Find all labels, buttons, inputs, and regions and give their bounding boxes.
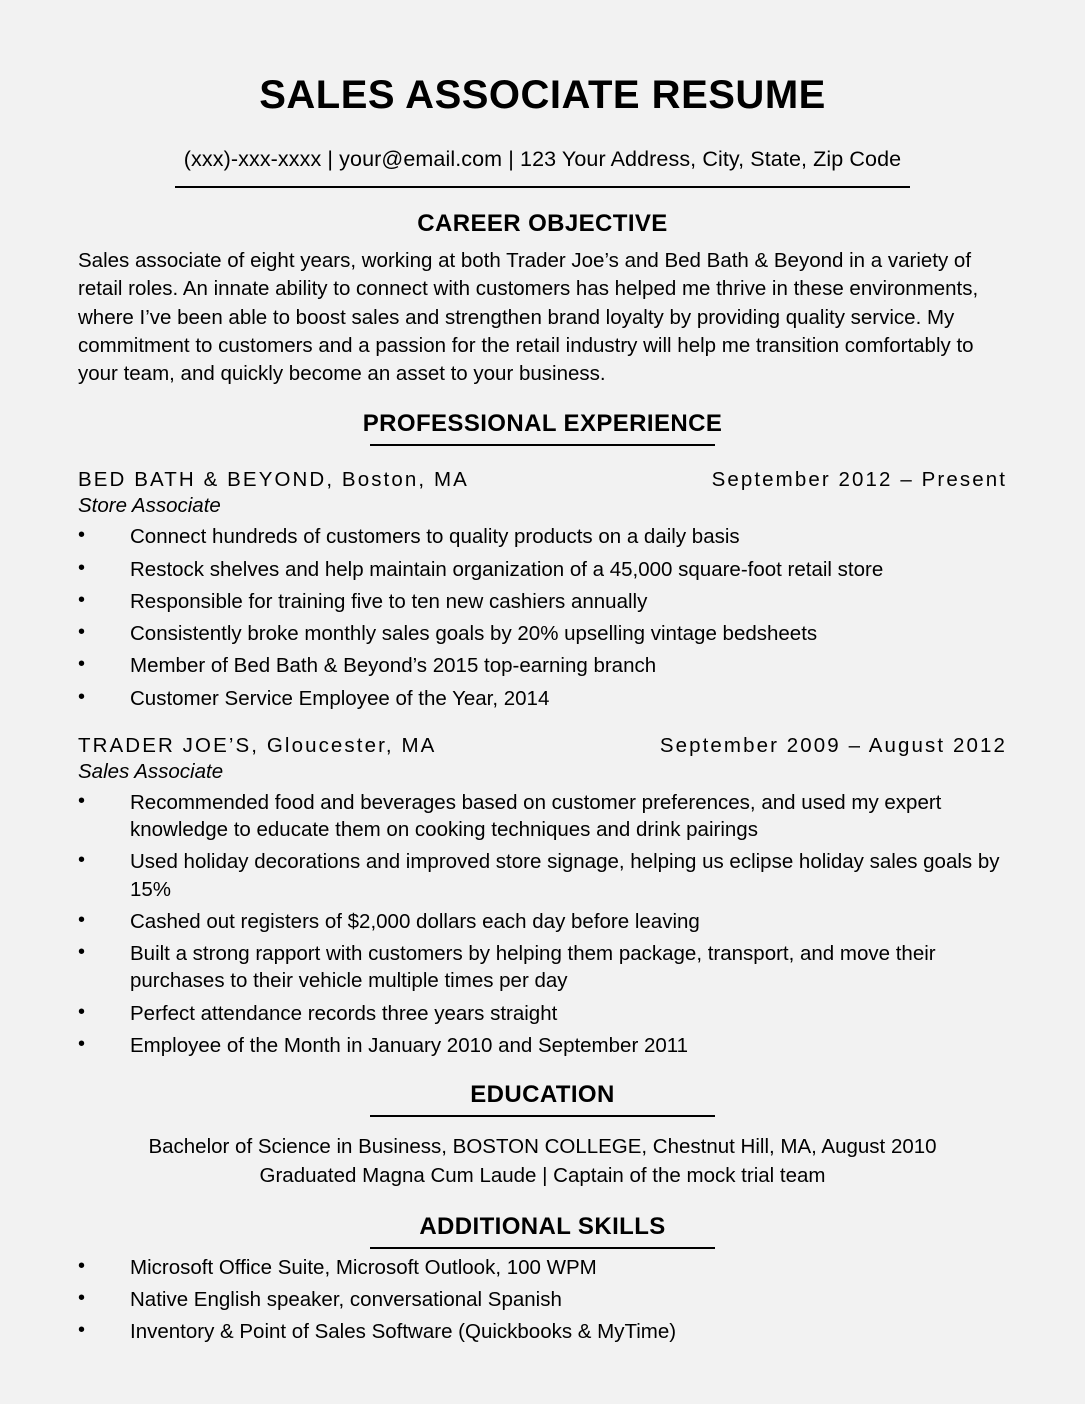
list-item: • Used holiday decorations and improved store signage, helping us eclipse holiday sales goals by 15% — [78, 848, 1007, 903]
employment-dates: September 2012 – Present — [711, 468, 1007, 492]
list-item: • Customer Service Employee of the Year, 2014 — [78, 685, 1007, 712]
page-title: SALES ASSOCIATE RESUME — [259, 73, 826, 117]
experience-entry-header — [78, 734, 1007, 758]
education-details — [78, 1133, 1007, 1190]
experience-divider — [370, 444, 715, 446]
skills-divider — [370, 1247, 715, 1249]
skills-list — [78, 1254, 1007, 1346]
list-item: • Built a strong rapport with customers by helping them package, transport, and move their purchases to their vehicle multiple times per day — [78, 940, 1007, 995]
list-item: • Recommended food and beverages based on customer preferences, and used my expert knowledge to educate them on cooking techniques and drink pairings — [78, 789, 1007, 844]
section-heading-education: EDUCATION — [470, 1081, 615, 1109]
list-item: • Employee of the Month in January 2010 and September 2011 — [78, 1032, 1007, 1059]
list-item: • Consistently broke monthly sales goals by 20% upselling vintage bedsheets — [78, 620, 1007, 647]
list-item: • Member of Bed Bath & Beyond’s 2015 top-earning branch — [78, 652, 1007, 679]
list-item: • Restock shelves and help maintain organization of a 45,000 square-foot retail store — [78, 556, 1007, 583]
employment-dates: September 2009 – August 2012 — [659, 733, 1007, 757]
list-item: • Cashed out registers of $2,000 dollars each day before leaving — [78, 908, 1007, 935]
list-item: • Inventory & Point of Sales Software (Quickbooks & MyTime) — [78, 1318, 1007, 1345]
list-item: • Responsible for training five to ten new cashiers annually — [78, 588, 1007, 615]
experience-entry-header — [78, 468, 1007, 492]
job-title: Store Associate — [78, 494, 221, 518]
job-bullet-list — [78, 523, 1007, 712]
experience-entry — [78, 734, 1007, 1059]
list-item: • Perfect attendance records three years straight — [78, 1000, 1007, 1027]
list-item: • Native English speaker, conversational Spanish — [78, 1286, 1007, 1313]
career-objective-text: Sales associate of eight years, working at both Trader Joe’s and Bed Bath & Beyond in a variety of retail roles. An innate ability to connect with customers has helped me thrive in these environments, where I’ve been able to boost sales and strengthen brand loyalty by providing quality service. My commitment to customers and a passion for the retail industry will help me transition comfortably to your team, and quickly become an asset to your business. — [78, 249, 979, 386]
contact-line: (xxx)-xxx-xxxx | your@email.com | 123 Your Address, City, State, Zip Code — [183, 147, 902, 171]
list-item: • Microsoft Office Suite, Microsoft Outlook, 100 WPM — [78, 1254, 1007, 1281]
employer-name: BED BATH & BEYOND, Boston, MA — [78, 468, 469, 492]
header-divider — [175, 186, 910, 188]
section-heading-objective: CAREER OBJECTIVE — [417, 210, 668, 237]
education-divider — [370, 1115, 715, 1117]
job-bullet-list — [78, 789, 1007, 1059]
job-title: Sales Associate — [78, 759, 224, 783]
experience-entry — [78, 468, 1007, 712]
employer-name: TRADER JOE’S, Gloucester, MA — [78, 733, 437, 757]
section-heading-skills: ADDITIONAL SKILLS — [419, 1212, 666, 1240]
list-item: • Connect hundreds of customers to quality products on a daily basis — [78, 523, 1007, 550]
education-line-honors: Graduated Magna Cum Laude | Captain of the mock trial team — [259, 1163, 826, 1187]
education-line-degree: Bachelor of Science in Business, BOSTON COLLEGE, Chestnut Hill, MA, August 2010 — [148, 1135, 937, 1159]
section-heading-experience: PROFESSIONAL EXPERIENCE — [362, 410, 723, 438]
